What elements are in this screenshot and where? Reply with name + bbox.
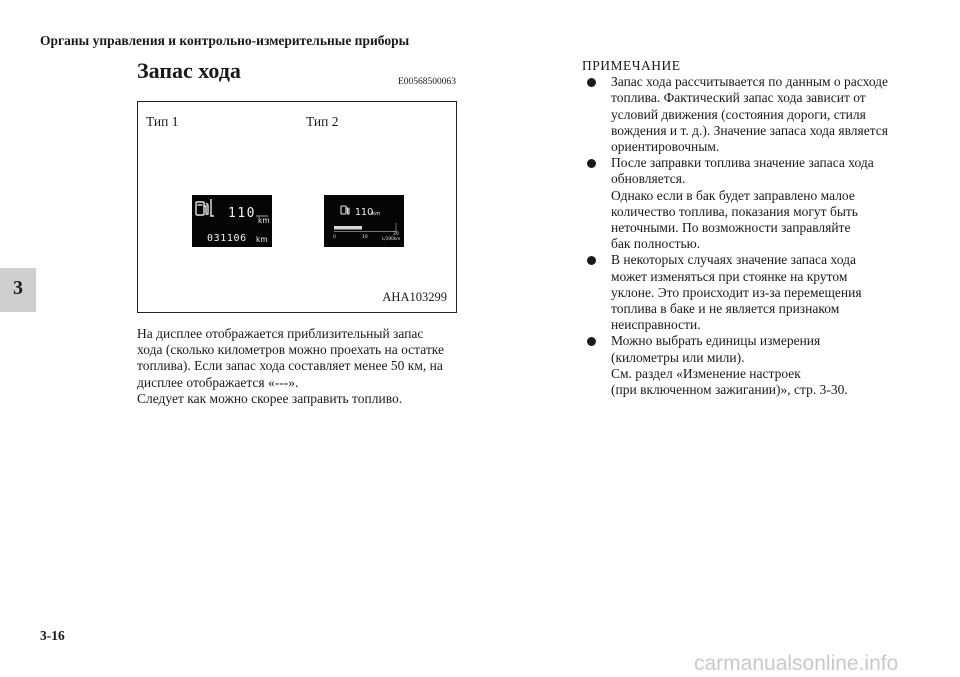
- note-line: После заправки топлива значение запаса хода: [611, 155, 874, 171]
- range-value: 110: [228, 206, 256, 221]
- note-line: (при включенном зажигании)», стр. 3-30.: [611, 382, 848, 398]
- page-number: 3-16: [40, 628, 65, 643]
- note-line: бак полностью.: [611, 236, 701, 252]
- odometer-value: 031106: [207, 233, 247, 244]
- scale-start: 0: [333, 235, 336, 240]
- consumption-unit: L/100km: [382, 236, 401, 241]
- note-line: Однако если в бак будет заправлено малое: [611, 187, 855, 203]
- display-figure: [137, 101, 457, 313]
- body-line: дисплее отображается «---».: [137, 374, 299, 390]
- note-line: (километры или мили).: [611, 349, 745, 365]
- note-line: См. раздел «Изменение настроек: [611, 365, 801, 381]
- range-unit: km: [372, 211, 381, 217]
- note-line: вождения и т. д.). Значение запаса хода является: [611, 122, 889, 138]
- type2-display: [324, 195, 404, 247]
- note-line: количество топлива, показания могут быть: [611, 203, 858, 219]
- watermark: carmanualsonline.info: [694, 652, 899, 675]
- figure-code: AHA103299: [382, 290, 447, 304]
- running-header: Органы управления и контрольно-измерительные приборы: [40, 33, 410, 48]
- section-title: Запас хода: [137, 58, 241, 83]
- scale-mid: 10: [362, 235, 368, 240]
- type2-label: Тип 2: [306, 114, 339, 129]
- note-item: [582, 333, 912, 398]
- bullet-icon: [587, 78, 596, 87]
- range-value: 110: [355, 207, 374, 218]
- body-line: Следует как можно скорее заправить топливо.: [137, 390, 403, 406]
- chapter-number: 3: [13, 277, 23, 299]
- bullet-icon: [587, 159, 596, 168]
- fuel-pump-icon: [196, 202, 208, 215]
- body-line: На дисплее отображается приблизительный запас: [137, 326, 424, 341]
- type1-label: Тип 1: [146, 114, 179, 129]
- bullet-icon: [587, 337, 596, 346]
- scale-end: 20: [393, 232, 399, 237]
- bullet-icon: [587, 256, 596, 265]
- note-item: [582, 252, 912, 333]
- note-line: топлива в баке и не является признаком: [611, 301, 840, 317]
- body-line: топлива). Если запас хода составляет менее 50 км, на: [137, 358, 443, 374]
- note-line: Можно выбрать единицы измерения: [611, 333, 821, 349]
- note-line: Запас хода рассчитывается по данным о расходе: [611, 74, 889, 90]
- note-line: условий движения (состояния дороги, стиля: [611, 106, 866, 122]
- body-paragraph: [137, 326, 472, 407]
- note-item: [582, 74, 912, 155]
- note-line: может изменяться при стоянке на крутом: [611, 268, 848, 284]
- note-line: обновляется.: [611, 171, 686, 187]
- note-line: неисправности.: [611, 317, 701, 333]
- odometer-unit: km: [256, 235, 268, 244]
- type1-display: [192, 195, 272, 247]
- note-line: неточными. По возможности заправляйте: [611, 220, 851, 236]
- fuel-pump-icon: [341, 206, 349, 214]
- note-line: уклоне. Это происходит из-за перемещения: [611, 284, 862, 300]
- consumption-bar: [334, 226, 362, 230]
- note-item: [582, 155, 912, 252]
- note-heading: ПРИМЕЧАНИЕ: [582, 58, 681, 73]
- note-line: ориентировочным.: [611, 139, 720, 155]
- section-code: E00568500063: [398, 77, 457, 87]
- note-line: В некоторых случаях значение запаса хода: [611, 252, 857, 268]
- fuel-level-bracket: [211, 199, 214, 216]
- body-line: хода (сколько километров можно проехать на остатке: [137, 342, 444, 358]
- range-unit: km: [258, 216, 270, 225]
- note-list: [582, 74, 912, 398]
- chapter-tab: [0, 268, 36, 312]
- note-block: [582, 58, 912, 398]
- note-line: топлива. Фактический запас хода зависит от: [611, 90, 866, 106]
